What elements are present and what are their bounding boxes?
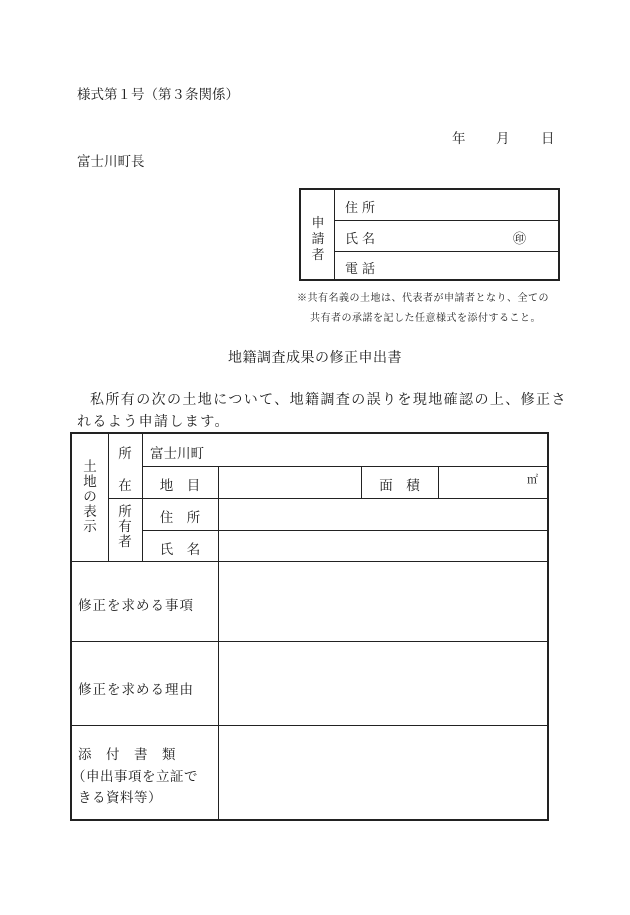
location-label-top: 所: [118, 446, 132, 462]
document-title: 地籍調査成果の修正申出書: [228, 350, 402, 366]
date-day-label: 日: [541, 131, 555, 147]
applicant-address-row[interactable]: [335, 190, 558, 221]
land-display-char: 地: [83, 474, 97, 490]
reason-label: 修正を求める理由: [78, 682, 194, 698]
applicant-name-label: 氏名: [345, 232, 380, 247]
reason-field[interactable]: [219, 642, 547, 725]
owner-address-label: 住 所: [159, 510, 201, 526]
form-number: 様式第１号（第３条関係）: [77, 87, 239, 103]
applicant-address-label: 住所: [345, 201, 380, 216]
matters-field[interactable]: [219, 562, 547, 641]
location-label-bottom: 在: [118, 478, 132, 494]
attachments-sub-label-1: （申出事項を立証で: [72, 769, 198, 785]
owner-name-label: 氏 名: [159, 542, 201, 558]
applicant-phone-label: 電話: [345, 262, 380, 277]
land-display-char: 示: [83, 519, 97, 535]
body-line-2: れるよう申請します。: [77, 414, 230, 430]
land-category-field[interactable]: [219, 467, 361, 498]
owner-label-char: 所: [118, 504, 132, 520]
attachments-sub-label-2: きる資料等）: [78, 790, 162, 806]
land-display-char: の: [83, 489, 97, 505]
attachments-field[interactable]: [219, 726, 547, 819]
applicant-side-label: [301, 190, 335, 279]
owner-name-field[interactable]: [219, 531, 547, 561]
owner-label-char: 有: [118, 519, 132, 535]
owner-label-char: 者: [118, 534, 132, 550]
land-display-label: [72, 460, 108, 535]
date-year-label: 年: [452, 131, 466, 147]
town-address-field[interactable]: [222, 434, 547, 466]
matters-label: 修正を求める事項: [78, 598, 194, 614]
land-display-char: 表: [83, 504, 97, 520]
area-label: 面 積: [379, 478, 420, 494]
applicant-name-row[interactable]: [335, 221, 558, 252]
applicant-phone-row[interactable]: [335, 252, 558, 279]
applicant-side-char: 申: [311, 216, 325, 231]
applicant-side-char: 者: [311, 248, 325, 263]
land-category-label: 地 目: [159, 478, 201, 494]
note-line-2: 共有者の承諾を記した任意様式を添付すること。: [310, 313, 541, 324]
note-line-1: ※共有名義の土地は、代表者が申請者となり、全ての: [297, 293, 549, 304]
applicant-side-char: 請: [311, 232, 325, 247]
owner-address-field[interactable]: [219, 499, 547, 530]
body-line-1: 私所有の次の土地について、地籍調査の誤りを現地確認の上、修正さ: [90, 392, 567, 408]
town-name: 富士川町: [150, 446, 204, 462]
attachments-label: 添 付 書 類: [78, 747, 176, 763]
seal-mark: ㊞: [513, 232, 527, 247]
owner-label: [108, 505, 142, 550]
area-unit: ㎡: [527, 473, 538, 486]
applicant-box: [299, 188, 560, 281]
date-month-label: 月: [496, 131, 510, 147]
land-table: [70, 432, 549, 821]
addressee: 富士川町長: [77, 154, 145, 170]
land-display-char: 土: [83, 459, 97, 475]
